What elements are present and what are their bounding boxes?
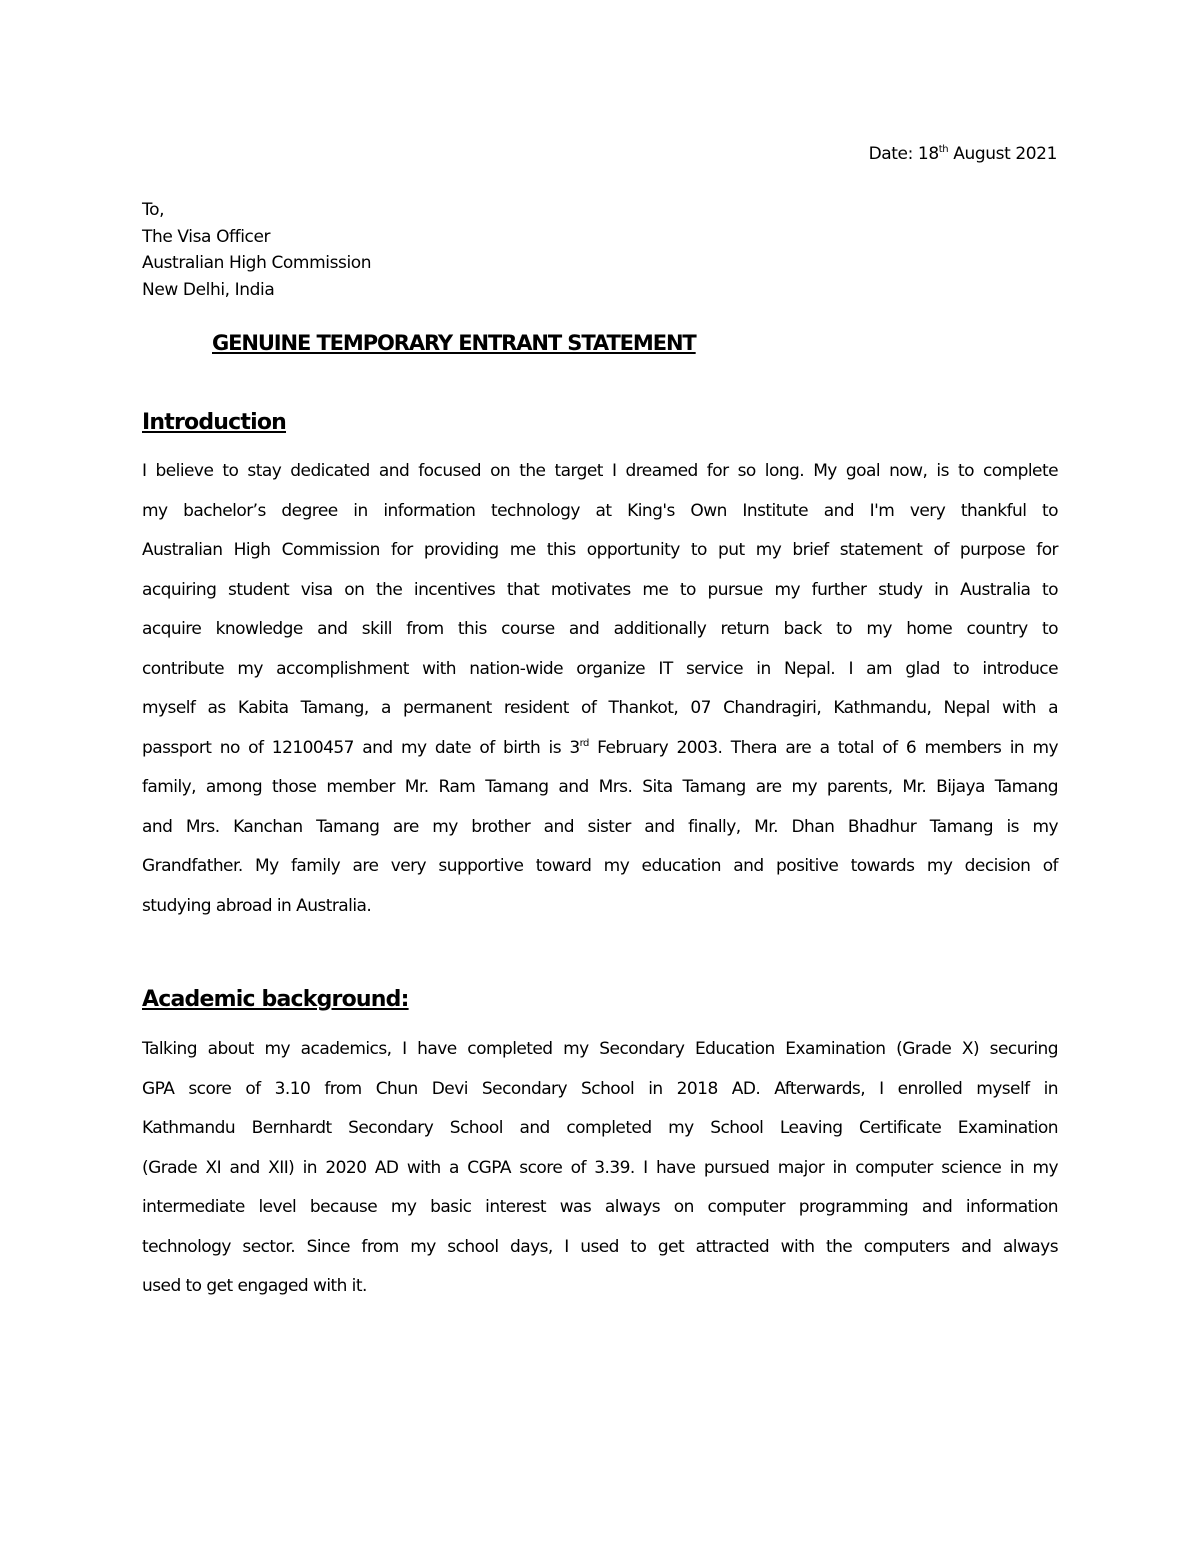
paragraph-line — [142, 729, 1058, 769]
paragraph-line: contribute my accomplishment with nation-wide organize IT service in Nepal. I am glad to introduce — [142, 658, 1058, 679]
paragraph-line: acquire knowledge and skill from this course and additionally return back to my home country to — [142, 619, 1058, 639]
paragraph-line: and Mrs. Kanchan Tamang are my brother and sister and finally, Mr. Dhan Bhadhur Tamang is my — [142, 816, 1058, 837]
paragraph-line: my bachelor’s degree in information technology at King's Own Institute and I'm very thankful to — [142, 500, 1058, 521]
recipient-line: Australian High Commission — [142, 253, 372, 273]
paragraph-line: myself as Kabita Tamang, a permanent resident of Thankot, 07 Chandragiri, Kathmandu, Nepal with a — [142, 698, 1058, 718]
paragraph-line: Talking about my academics, I have completed my Secondary Education Examination (Grade X) securing — [142, 1039, 1058, 1059]
paragraph-line: intermediate level because my basic interest was always on computer programming and information — [142, 1197, 1058, 1217]
paragraph-line: acquiring student visa on the incentives that motivates me to pursue my further study in Australia to — [142, 579, 1058, 600]
paragraph-line: technology sector. Since from my school days, I used to get attracted with the computers and always — [142, 1236, 1058, 1257]
introduction-paragraph — [142, 452, 1058, 926]
document-title: GENUINE TEMPORARY ENTRANT STATEMENT — [212, 331, 696, 355]
academic-heading: Academic background: — [142, 987, 409, 1012]
paragraph-line: Kathmandu Bernhardt Secondary School and completed my School Leaving Certificate Examination — [142, 1118, 1058, 1138]
paragraph-line: Australian High Commission for providing me this opportunity to put my brief statement of purpose for — [142, 540, 1058, 560]
line-text: February 2003. Thera are a total of 6 members in my — [588, 737, 1058, 758]
paragraph-line: (Grade XI and XII) in 2020 AD with a CGPA score of 3.39. I have pursued major in computer science in my — [142, 1157, 1058, 1178]
ordinal-suffix: rd — [579, 737, 589, 749]
recipient-line: To, — [142, 200, 165, 220]
line-text: passport no of 12100457 and my date of birth is 3 — [142, 737, 580, 758]
recipient-line: The Visa Officer — [142, 226, 271, 247]
letter-date — [869, 144, 1057, 164]
paragraph-line: Grandfather. My family are very supportive toward my education and positive towards my decision of — [142, 856, 1058, 876]
date-month-year: August 2021 — [948, 144, 1057, 164]
date-ordinal: th — [938, 144, 949, 155]
paragraph-line: used to get engaged with it. — [142, 1276, 367, 1296]
paragraph-line: I believe to stay dedicated and focused on the target I dreamed for so long. My goal now, is to complete — [142, 461, 1058, 481]
paragraph-line: studying abroad in Australia. — [142, 895, 372, 916]
academic-paragraph — [142, 1030, 1058, 1307]
recipient-address — [142, 197, 371, 303]
date-day: Date: 18 — [868, 144, 939, 164]
recipient-line: New Delhi, India — [142, 279, 275, 300]
paragraph-line: family, among those member Mr. Ram Tamang and Mrs. Sita Tamang are my parents, Mr. Bijaya Tamang — [142, 777, 1058, 797]
paragraph-line: GPA score of 3.10 from Chun Devi Secondary School in 2018 AD. Afterwards, I enrolled myself in — [142, 1078, 1058, 1099]
introduction-heading: Introduction — [142, 410, 287, 435]
